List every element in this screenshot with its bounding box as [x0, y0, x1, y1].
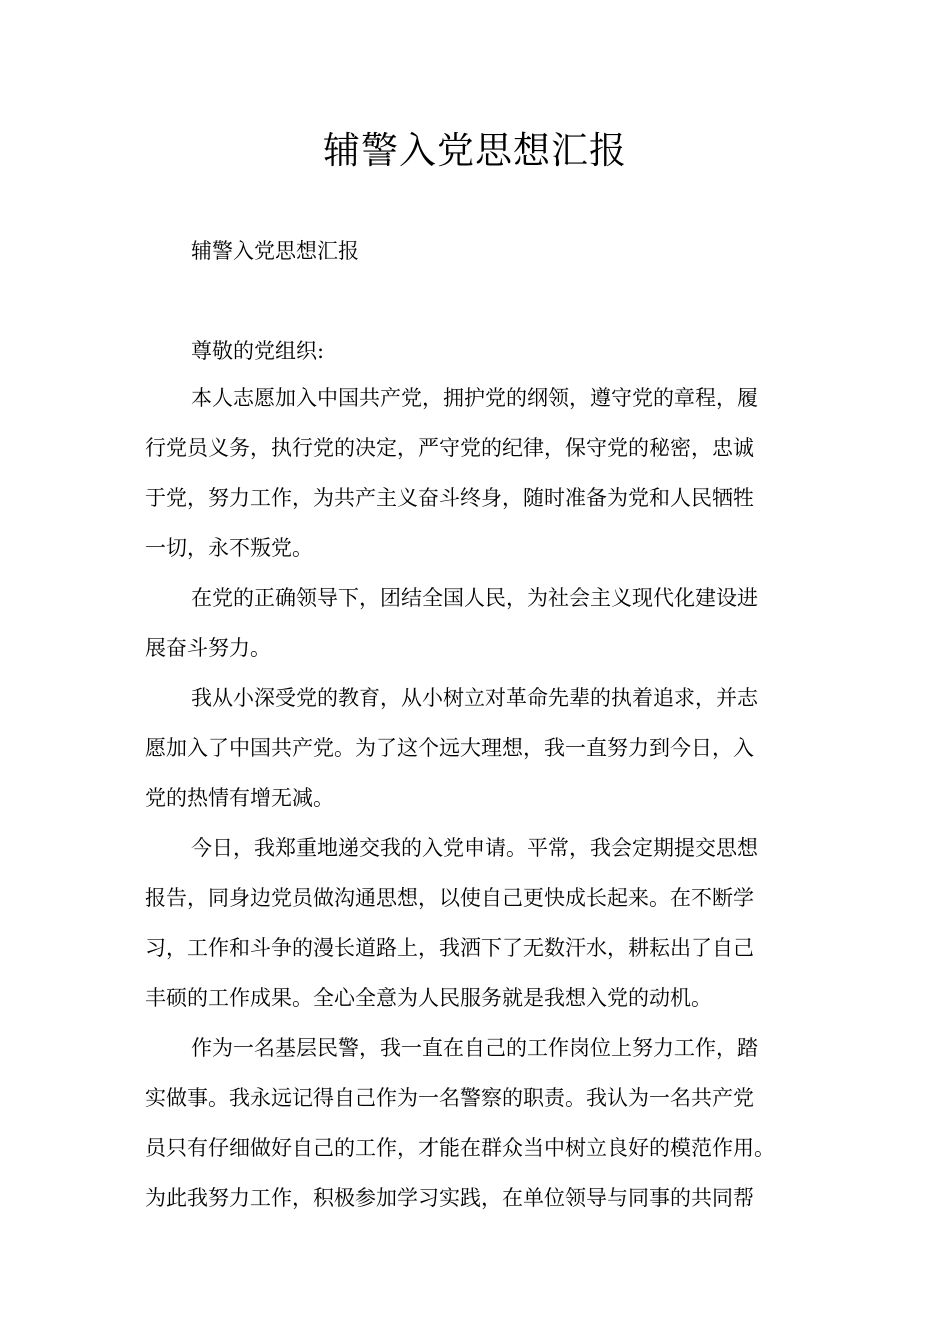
paragraph-line: 习，工作和斗争的漫长道路上，我洒下了无数汗水，耕耘出了自己	[145, 936, 754, 960]
paragraph-line: 在党的正确领导下，团结全国人民，为社会主义现代化建设进	[191, 586, 758, 610]
paragraph-line: 作为一名基层民警，我一直在自己的工作岗位上努力工作，踏	[191, 1036, 758, 1060]
paragraph-3	[145, 673, 810, 823]
document-subtitle: 辅警入党思想汇报	[191, 239, 359, 263]
paragraph-line: 我从小深受党的教育，从小树立对革命先辈的执着追求，并志	[191, 686, 758, 710]
paragraph-line: 愿加入了中国共产党。为了这个远大理想，我一直努力到今日，入	[145, 736, 754, 760]
paragraph-line: 本人志愿加入中国共产党，拥护党的纲领，遵守党的章程，履	[191, 386, 758, 410]
paragraph-line: 报告，同身边党员做沟通思想，以使自己更快成长起来。在不断学	[145, 886, 754, 910]
paragraph-line: 展奋斗努力。	[145, 636, 271, 660]
paragraph-2	[145, 573, 810, 673]
paragraph-line: 党的热情有增无减。	[145, 786, 334, 810]
document-body	[145, 229, 810, 1223]
paragraph-line: 今日，我郑重地递交我的入党申请。平常，我会定期提交思想	[191, 836, 758, 860]
paragraph-5	[145, 1023, 810, 1223]
paragraph-line: 于党，努力工作，为共产主义奋斗终身，随时准备为党和人民牺牲	[145, 486, 754, 510]
salutation: 尊敬的党组织:	[191, 339, 325, 363]
paragraph-1	[145, 373, 810, 573]
document-title: 辅警入党思想汇报	[323, 129, 627, 172]
paragraph-line: 行党员义务，执行党的决定，严守党的纪律，保守党的秘密，忠诚	[145, 436, 754, 460]
paragraph-line: 丰硕的工作成果。全心全意为人民服务就是我想入党的动机。	[145, 986, 712, 1010]
paragraph-line: 员只有仔细做好自己的工作，才能在群众当中树立良好的模范作用。	[145, 1136, 775, 1160]
paragraph-line: 实做事。我永远记得自己作为一名警察的职责。我认为一名共产党	[145, 1086, 754, 1110]
paragraph-line: 为此我努力工作，积极参加学习实践，在单位领导与同事的共同帮	[145, 1186, 754, 1210]
paragraph-line: 一切，永不叛党。	[145, 536, 313, 560]
paragraph-4	[145, 823, 810, 1023]
